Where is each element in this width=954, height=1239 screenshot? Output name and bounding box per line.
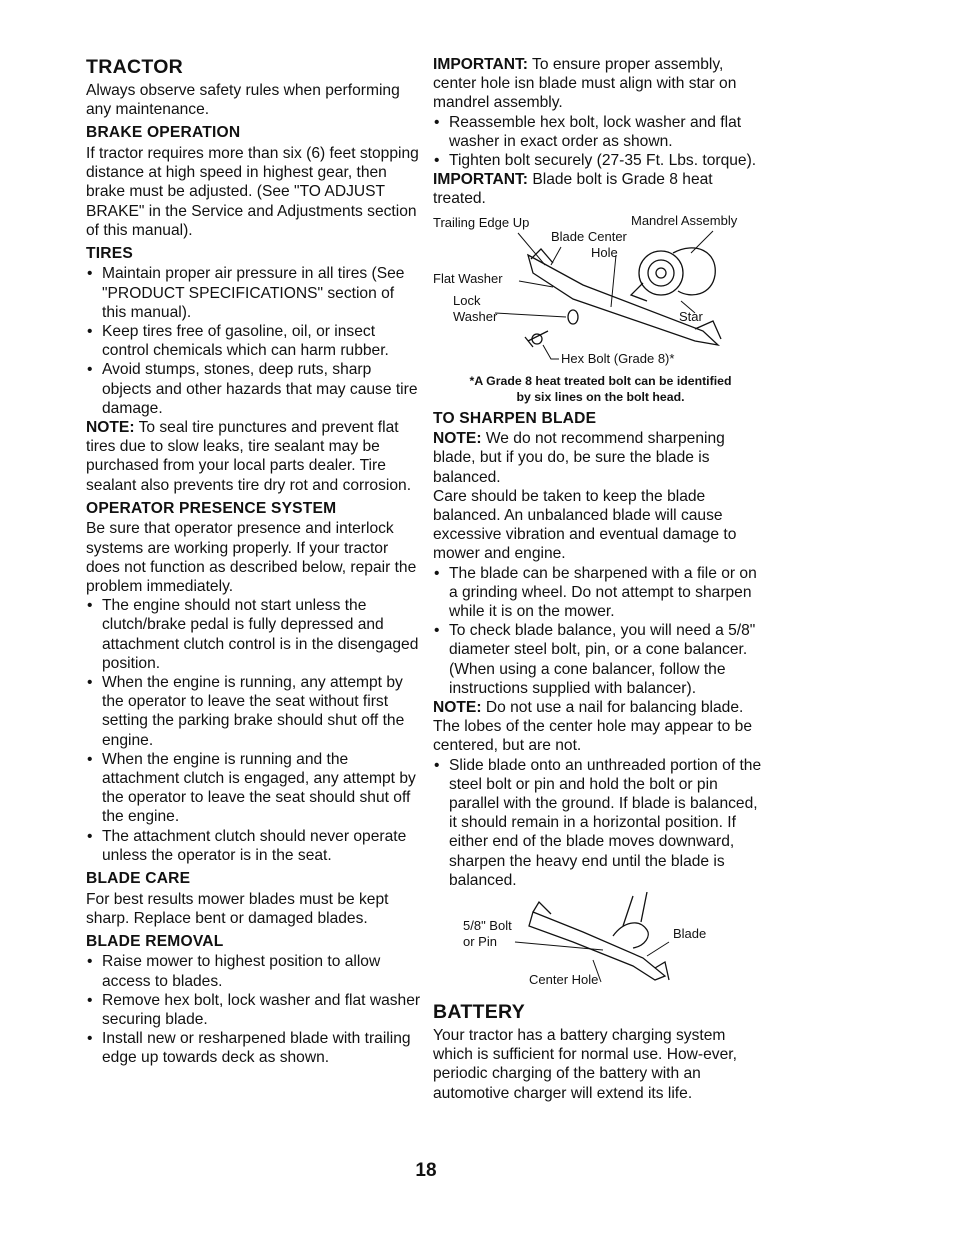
list-item: • Maintain proper air pressure in all tires (See "PRODUCT SPECIFICATIONS" section of this manual).: [86, 264, 421, 322]
footnote-line-1: *A Grade 8 heat treated bolt can be identified: [469, 373, 732, 388]
blade-removal-heading: BLADE REMOVAL: [86, 932, 224, 950]
flat-washer-label: Flat Washer: [433, 270, 503, 286]
sharpen-list: [433, 564, 768, 698]
list-item: • Remove hex bolt, lock washer and flat washer securing blade.: [86, 991, 421, 1029]
list-item: • To check blade balance, you will need a 5/8" diameter steel bolt, pin, or a cone balancer. (When using a cone balancer, follow the instructions supplied with balancer).: [433, 621, 768, 698]
left-column: [86, 55, 421, 1068]
blade-care-text: For best results mower blades must be kept sharp. Replace bent or damaged blades.: [86, 890, 389, 927]
trailing-edge-up-label: Trailing Edge Up: [433, 214, 530, 230]
list-item: • Reassemble hex bolt, lock washer and flat washer in exact order as shown.: [433, 113, 768, 151]
list-item: • Tighten bolt securely (27-35 Ft. Lbs. torque).: [433, 151, 768, 170]
sharpen-care-text: Care should be taken to keep the blade balanced. An unbalanced blade will cause excessive vibration and eventual damage to mower and engine.: [433, 487, 737, 563]
note-label: NOTE:: [433, 698, 482, 716]
reassembly-list: [433, 113, 768, 171]
operator-presence-list: [86, 596, 421, 865]
important-label: IMPORTANT:: [433, 56, 528, 73]
sharpen-note-2: [433, 698, 768, 756]
footnote-line-2: by six lines on the bolt head.: [516, 389, 685, 404]
tractor-heading: TRACTOR: [86, 56, 184, 78]
bolt-label-2: or Pin: [463, 934, 497, 949]
important-text: Blade bolt is Grade 8 heat treated.: [433, 171, 713, 208]
list-item: • Install new or resharpened blade with trailing edge up towards deck as shown.: [86, 1029, 421, 1067]
operator-presence-intro: Be sure that operator presence and interlock systems are working properly. If your tractor does not function as described below, repair the problem immediately.: [86, 520, 417, 595]
list-item: • Avoid stumps, stones, deep ruts, sharp objects and other hazards that may cause tire damage.: [86, 360, 421, 418]
bolt-pin-leader: [515, 942, 603, 950]
blade-label: Blade: [673, 926, 707, 941]
battery-heading: BATTERY: [433, 1001, 526, 1023]
tractor-intro: Always observe safety rules when performing any maintenance.: [86, 82, 400, 119]
center-hole-label: Center Hole: [529, 972, 599, 987]
important-label: IMPORTANT:: [433, 171, 528, 189]
bolt-label-1: 5/8" Bolt: [463, 918, 512, 933]
note-label: NOTE:: [433, 430, 482, 448]
list-item: • Raise mower to highest position to allow access to blades.: [86, 952, 421, 990]
lock-washer-label-2: Washer: [453, 308, 498, 324]
tires-list: [86, 264, 421, 418]
important-bolt-note: [433, 170, 768, 208]
balance-list: [433, 756, 768, 890]
list-item: • Slide blade onto an unthreaded portion of the steel bolt or pin and hold the bolt or pin parallel with the ground. If blade is balanced, it should remain in a horizontal position. If either end of the blade moves downward, sharpen the heavy end until the blade is balanced.: [433, 756, 768, 890]
tires-heading: TIRES: [86, 244, 133, 262]
page-number: 18: [415, 1160, 437, 1181]
operator-presence-heading: OPERATOR PRESENCE SYSTEM: [86, 499, 337, 517]
sharpen-note-1: [433, 429, 768, 487]
note-text: To seal tire punctures and prevent flat tires due to slow leaks, tire sealant may be purchased from your local parts dealer. Tire sealant also prevents tire dry rot and corrosion.: [86, 419, 412, 494]
to-sharpen-blade-heading: TO SHARPEN BLADE: [433, 409, 597, 427]
blade-assembly-diagram: [433, 213, 768, 373]
right-column: [433, 55, 768, 1103]
brake-operation-text: If tractor requires more than six (6) feet stopping distance at high speed in highest gear, then brake must be adjusted. (See "TO ADJUST BRAKE" in the Service and Adjustments section of this manual).: [86, 144, 419, 239]
battery-text: Your tractor has a battery charging system which is sufficient for normal use. How-ever, periodic charging of the battery with an automotive charger will extend its life.: [433, 1027, 737, 1102]
star-label: Star: [679, 308, 703, 324]
list-item: • The attachment clutch should never operate unless the operator is in the seat.: [86, 827, 421, 865]
mower-blade-shape: [528, 255, 718, 345]
blade-removal-list: [86, 952, 421, 1067]
list-item: • Keep tires free of gasoline, oil, or insect control chemicals which can harm rubber.: [86, 322, 421, 360]
lock-washer-shape: [568, 310, 578, 324]
list-item: • When the engine is running and the attachment clutch is engaged, any attempt by the operator to leave the seat should shut off the engine.: [86, 750, 421, 827]
note-text: Do not use a nail for balancing blade. The lobes of the center hole may appear to be centered, but are not.: [433, 698, 753, 755]
lock-washer-label-1: Lock: [453, 292, 481, 308]
list-item: • When the engine is running, any attempt by the operator to leave the seat without first setting the parking brake should shut off the engine.: [86, 673, 421, 750]
blade-center-hole-label-2: Hole: [591, 244, 618, 260]
hand-shape: [613, 923, 648, 948]
brake-operation-heading: BRAKE OPERATION: [86, 124, 241, 142]
hex-bolt-label: Hex Bolt (Grade 8)*: [561, 350, 675, 366]
important-assembly-note: [433, 55, 768, 113]
tires-note: [86, 418, 421, 495]
list-item: • The engine should not start unless the clutch/brake pedal is fully depressed and attachment clutch control is in the disengaged position.: [86, 596, 421, 673]
mandrel-pulley-shape: [639, 251, 683, 295]
list-item: • The blade can be sharpened with a file or on a grinding wheel. Do not attempt to sharpen while it is on the mower.: [433, 564, 768, 622]
note-text: We do not recommend sharpening blade, but if you do, be sure the blade is balanced.: [433, 430, 725, 486]
mandrel-assembly-label: Mandrel Assembly: [631, 212, 738, 228]
blade-care-heading: BLADE CARE: [86, 870, 191, 888]
blade-balance-diagram: [433, 892, 768, 996]
important-text: To ensure proper assembly, center hole isn blade must align with star on mandrel assembly.: [433, 56, 737, 112]
blade-center-hole-label-1: Blade Center: [551, 228, 627, 244]
note-label: NOTE:: [86, 419, 135, 437]
